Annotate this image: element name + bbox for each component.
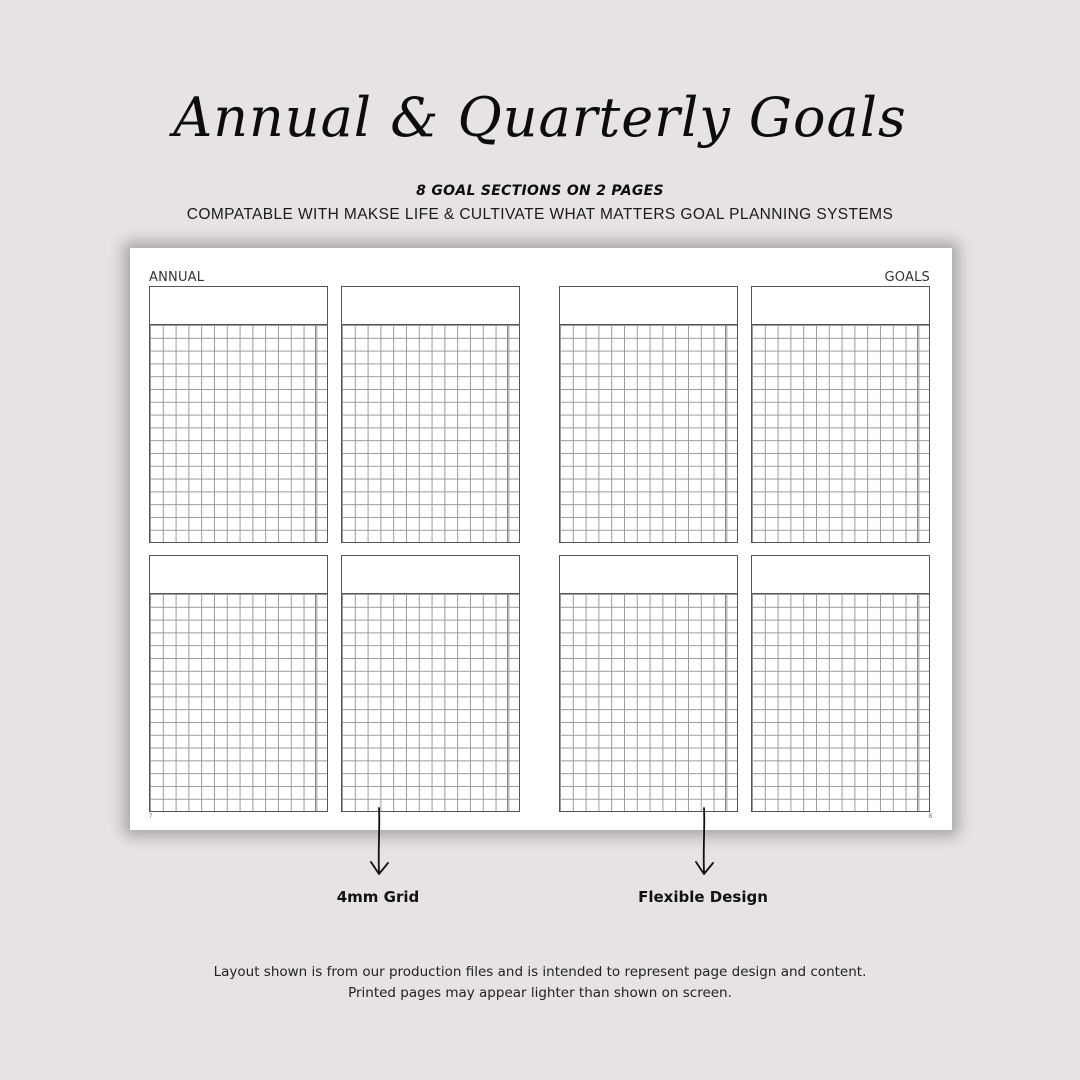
- goal-section-grid: [560, 594, 737, 811]
- goal-section-grid: [752, 594, 929, 811]
- arrow-down-icon: [368, 806, 392, 880]
- page-title: Annual & Quarterly Goals: [173, 86, 907, 149]
- goal-section-6: [341, 555, 520, 812]
- goal-section-header: [150, 287, 327, 325]
- goal-section-grid: [150, 594, 327, 811]
- goal-section-3: [559, 286, 738, 543]
- right-page-number: 8: [928, 814, 932, 820]
- section-count-subtitle: 8 GOAL SECTIONS ON 2 PAGES: [416, 183, 664, 199]
- goal-section-header: [752, 556, 929, 594]
- goal-section-header: [150, 556, 327, 594]
- goal-section-4: [751, 286, 930, 543]
- goal-section-grid: [560, 325, 737, 542]
- grid-callout-label: 4mm Grid: [336, 888, 420, 906]
- design-callout-label: Flexible Design: [638, 888, 768, 906]
- goal-section-7: [559, 555, 738, 812]
- goal-section-grid: [342, 325, 519, 542]
- arrow-down-icon: [693, 806, 717, 880]
- goal-section-header: [560, 287, 737, 325]
- goal-section-grid: [150, 325, 327, 542]
- footer-note-line-2: Printed pages may appear lighter than shown on screen.: [348, 985, 732, 1001]
- compatibility-note: COMPATABLE WITH MAKSE LIFE & CULTIVATE WHAT MATTERS GOAL PLANNING SYSTEMS: [186, 206, 894, 223]
- goal-section-header: [342, 287, 519, 325]
- goal-section-1: [149, 286, 328, 543]
- left-page-label: ANNUAL: [149, 270, 205, 285]
- goal-section-header: [752, 287, 929, 325]
- goal-section-grid: [752, 325, 929, 542]
- goal-section-2: [341, 286, 520, 543]
- goal-section-8: [751, 555, 930, 812]
- goal-section-grid: [342, 594, 519, 811]
- left-page-number: 7: [149, 814, 153, 820]
- goal-section-header: [560, 556, 737, 594]
- footer-note-line-1: Layout shown is from our production files and is intended to represent page design and content.: [213, 964, 867, 980]
- goal-section-5: [149, 555, 328, 812]
- right-page-label: GOALS: [884, 270, 930, 285]
- planner-spread: [130, 248, 952, 830]
- goal-section-header: [342, 556, 519, 594]
